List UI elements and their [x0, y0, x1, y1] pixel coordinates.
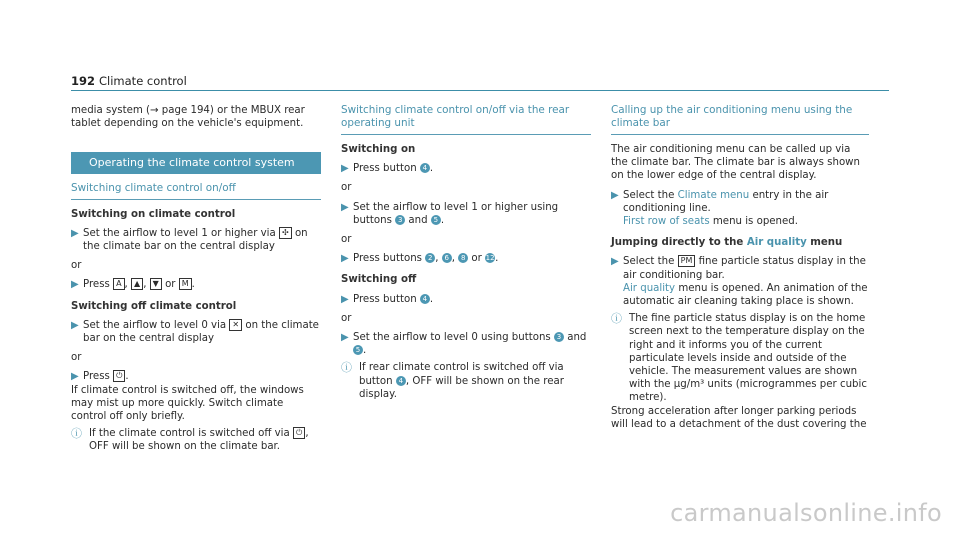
info-icon: ⓘ [611, 312, 622, 326]
note: ⓘ If the climate control is switched off via ⏻ , OFF will be shown on the climate bar. [71, 427, 309, 453]
callout-6: 6 [442, 253, 452, 263]
column-3 [611, 104, 869, 431]
step: ▶ Set the airflow to level 1 or higher using buttons 3 and 5 . [341, 201, 559, 226]
or-text: or [71, 352, 82, 364]
power-key-icon: ⏻ [113, 370, 125, 382]
up-key-icon: ▲ [131, 278, 143, 290]
step: ▶ Press ⏻ . [71, 371, 129, 383]
step: ▶ Select the Climate menu entry in the air conditioning line. First row of seats menu is opened. [611, 189, 829, 228]
heading-jump: Jumping directly to the Air quality menu [611, 237, 843, 249]
section-band: Operating the climate control system [71, 152, 321, 173]
step: ▶ Press button 4 . [341, 293, 434, 305]
header-rule [71, 90, 889, 91]
particle-icon: PM [678, 255, 696, 267]
heading-switch-off: Switching off climate control [71, 300, 237, 312]
arrow-icon: ▶ [341, 293, 349, 305]
callout-4: 4 [396, 376, 406, 386]
heading-switch-off: Switching off [341, 274, 417, 286]
menu-link-air-quality[interactable]: Air quality [746, 237, 807, 249]
callout-8: 8 [458, 253, 468, 263]
callout-3: 3 [554, 332, 564, 342]
arrow-icon: ▶ [611, 256, 619, 268]
note: ⓘ The fine particle status display is on the home screen next to the temperature display on the right and it informs you of the current particulate levels inside and outside of the vehicle. The measurement values are shown with the µg/m³ units (microgrammes per cubic metre). [611, 312, 867, 404]
arrow-icon: ▶ [71, 319, 79, 331]
or-text: or [341, 234, 352, 246]
page-number: 192 [71, 74, 96, 88]
intro-text: media system (→ page 194) or the MBUX rear tablet depending on the vehicle's equipment. [71, 105, 305, 130]
callout-5: 5 [431, 215, 441, 225]
watermark: carmanualsonline.info [670, 499, 942, 527]
step: ▶ Press A , ▲ , ▼ or M . [71, 279, 195, 291]
arrow-icon: ▶ [611, 189, 619, 201]
note: ⓘ If rear climate control is switched off via button 4 , OFF will be shown on the rear display. [341, 361, 564, 400]
subsection-title: Switching climate control on/off [71, 182, 321, 200]
callout-4: 4 [420, 294, 430, 304]
subsection-title: Calling up the air conditioning menu using the climate bar [611, 104, 869, 135]
arrow-icon: ▶ [71, 371, 79, 383]
arrow-icon: ▶ [341, 201, 349, 213]
step: ▶ Set the airflow to level 1 or higher via ✣ on the climate bar on the central display [71, 227, 308, 253]
arrow-icon: ▶ [71, 279, 79, 291]
section-title: Climate control [99, 74, 187, 88]
arrow-icon: ▶ [341, 253, 349, 265]
menu-link-climate[interactable]: Climate menu [677, 189, 750, 201]
info-icon: ⓘ [341, 361, 352, 375]
step: ▶ Set the airflow to level 0 via ✕ on the climate bar on the central display [71, 319, 319, 345]
fan-off-icon: ✕ [229, 319, 242, 331]
menu-key-icon: M [179, 278, 192, 290]
step: ▶ Press button 4 . [341, 163, 434, 175]
callout-3: 3 [395, 215, 405, 225]
or-text: or [341, 312, 352, 324]
callout-4: 4 [420, 163, 430, 173]
arrow-icon: ▶ [341, 163, 349, 175]
heading-switch-on: Switching on climate control [71, 208, 236, 220]
paragraph: The air conditioning menu can be called up via the climate bar. The climate bar is always shown on the lower edge of the central display. [611, 144, 860, 182]
callout-2: 2 [425, 253, 435, 263]
menu-link-first-row[interactable]: First row of seats [623, 216, 710, 228]
auto-key-icon: A [113, 278, 124, 290]
power-key-icon: ⏻ [293, 427, 305, 439]
info-icon: ⓘ [71, 427, 82, 441]
menu-link-air-quality[interactable]: Air quality [623, 282, 676, 294]
step: ▶ Press buttons 2 , 6 , 8 or 12. [341, 253, 499, 265]
fan-icon: ✣ [279, 227, 292, 239]
arrow-icon: ▶ [341, 332, 349, 344]
column-2 [341, 104, 591, 401]
or-text: or [71, 260, 82, 272]
column-1 [71, 104, 321, 454]
subsection-title: Switching climate control on/off via the rear operating unit [341, 104, 591, 135]
paragraph: Strong acceleration after longer parking periods will lead to a detachment of the dust covering the [611, 405, 867, 430]
down-key-icon: ▼ [150, 278, 162, 290]
heading-switch-on: Switching on [341, 144, 416, 155]
step: ▶ Select the PM fine particle status display in the air conditioning bar. Air quality menu is opened. An animation of the automatic air cleaning taking place is shown. [611, 256, 868, 308]
callout-12: 12 [485, 254, 495, 263]
callout-5: 5 [353, 345, 363, 355]
step: ▶ Set the airflow to level 0 using buttons 3 and 5 . [341, 332, 587, 357]
page-header [71, 74, 187, 88]
or-text: or [341, 182, 352, 194]
arrow-icon: ▶ [71, 227, 79, 239]
paragraph: If climate control is switched off, the windows may mist up more quickly. Switch climate control off only briefly. [71, 384, 304, 423]
